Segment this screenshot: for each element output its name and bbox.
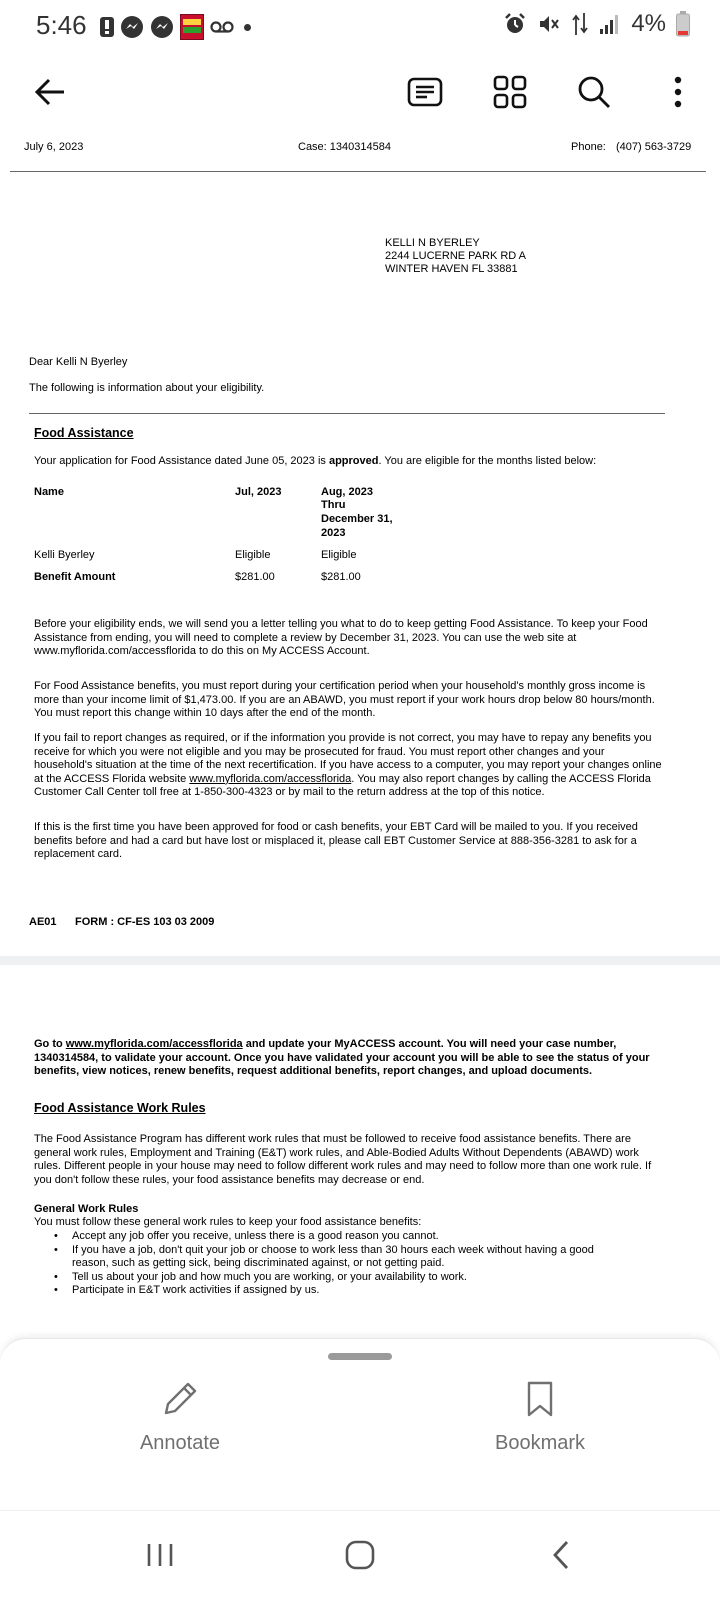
mute-icon	[537, 12, 561, 36]
battery-percent: 4%	[631, 10, 666, 37]
reporting-paragraph: For Food Assistance benefits, you must report during your certification period when your household's monthly gross income is more than your income limit of $1,473.00. If you are an ABAWD, you must report if your work hours drop below 80 hours/month. You must report this change within 10 days after the end of the month.	[34, 680, 655, 720]
table-cell: Eligible	[235, 549, 271, 561]
bookmark-icon	[520, 1379, 560, 1419]
search-button[interactable]	[570, 68, 618, 116]
greeting: Dear Kelli N Byerley	[29, 356, 128, 368]
phone-number: (407) 563-3729	[616, 141, 692, 153]
myaccess-paragraph: Go to www.myflorida.com/accessflorida and update your MyACCESS account. You will need your case number, 1340314584, to validate your account. Once you have validated your account you will be able to see the status of your benefits, view notices, renew benefits, request additional benefits, report changes, and upload documents.	[34, 1038, 650, 1078]
table-header-name: Name	[34, 486, 64, 498]
pdf-document-view[interactable]	[0, 138, 720, 1340]
back-icon	[542, 1535, 582, 1575]
drag-handle[interactable]	[328, 1353, 392, 1360]
bottom-sheet	[0, 1338, 720, 1511]
alert-icon	[100, 17, 114, 37]
pencil-icon	[160, 1379, 200, 1419]
more-options-button[interactable]	[654, 68, 702, 116]
accessflorida-link[interactable]: www.myflorida.com/accessflorida	[65, 1038, 243, 1050]
home-icon	[340, 1535, 380, 1575]
messenger-icon	[150, 15, 174, 39]
annotate-button[interactable]	[100, 1379, 260, 1455]
table-header-jul: Jul, 2023	[235, 486, 282, 498]
text-view-button[interactable]	[401, 68, 449, 116]
table-cell: $281.00	[321, 571, 361, 583]
general-rules-intro: You must follow these general work rules to keep your food assistance benefits:	[34, 1216, 422, 1228]
table-cell: Benefit Amount	[34, 571, 116, 583]
ebt-paragraph: If this is the first time you have been approved for food or cash benefits, your EBT Card will be mailed to you. If you received benefits before and had a card but have lost or misplaced it, please call EBT Customer Service at 888-356-3281 to ask for a replacement card.	[34, 821, 638, 861]
address-line: 2244 LUCERNE PARK RD A	[385, 250, 527, 262]
form-id: FORM : CF-ES 103 03 2009	[75, 916, 215, 928]
home-button[interactable]	[340, 1535, 380, 1575]
header-divider	[10, 171, 706, 172]
alarm-icon	[503, 12, 527, 36]
grid-view-button[interactable]	[486, 68, 534, 116]
letter-date: July 6, 2023	[24, 141, 84, 153]
status-bar	[0, 0, 720, 52]
notification-icons	[100, 14, 251, 40]
phone-label: Phone:	[571, 141, 606, 153]
list-item: • Tell us about your job and how much you are working, or your availability to work.	[54, 1270, 467, 1283]
work-rules-paragraph: The Food Assistance Program has different work rules that must be followed to receive food assistance benefits. There are general work rules, Employment and Training (E&T) work rules, and Able-Bodied Adults Without Dependents (ABAWD) work rules. Different people in your house may need to follow different work rules and may need to follow more than one work rule. If you don't follow these rules, your food assistance benefits may decrease or end.	[34, 1133, 652, 1186]
annotate-label: Annotate	[139, 1432, 221, 1454]
app-bar	[0, 52, 720, 138]
messenger-icon	[120, 15, 144, 39]
system-icons	[503, 10, 690, 38]
case-number: Case: 1340314584	[298, 141, 391, 153]
address-line: KELLI N BYERLEY	[385, 237, 480, 249]
form-code: AE01	[29, 916, 57, 928]
list-item: • Participate in E&T work activities if assigned by us.	[54, 1284, 320, 1297]
back-button[interactable]	[26, 68, 74, 116]
recents-button[interactable]	[140, 1535, 180, 1575]
list-item: • Accept any job offer you receive, unless there is a good reason you cannot.	[54, 1230, 439, 1242]
general-rules-list	[54, 1230, 602, 1298]
page-break	[0, 956, 720, 965]
back-arrow-icon	[33, 75, 67, 109]
table-cell: Kelli Byerley	[34, 549, 95, 561]
address-line: WINTER HAVEN FL 33881	[385, 263, 518, 275]
table-header-aug: Aug, 2023	[321, 486, 373, 498]
section-title: Food Assistance	[34, 426, 134, 440]
approval-text: Your application for Food Assistance dated June 05, 2023 is approved. You are eligible for the months listed below:	[34, 455, 597, 467]
back-nav-button[interactable]	[542, 1535, 582, 1575]
accessflorida-link[interactable]: www.myflorida.com/accessflorida	[189, 772, 352, 785]
table-header-dec: December 31,	[321, 513, 393, 525]
bookmark-button[interactable]	[460, 1379, 620, 1455]
dot-icon	[244, 24, 251, 31]
grid-view-icon	[493, 75, 527, 109]
voicemail-icon	[210, 20, 234, 34]
eligibility-paragraph: Before your eligibility ends, we will send you a letter telling you what to do to keep getting Food Assistance. To keep your Food Assistance from ending, you will need to complete a review by December 31, 2023. You can use the web site at www.myflorida.com/accessflorida to do this on My ACCESS Account.	[34, 618, 648, 658]
general-rules-title: General Work Rules	[34, 1203, 139, 1215]
search-icon	[576, 74, 612, 110]
intro-text: The following is information about your eligibility.	[29, 382, 265, 394]
table-header-year: 2023	[321, 527, 346, 539]
bookmark-label: Bookmark	[494, 1432, 586, 1454]
text-view-icon	[407, 76, 443, 108]
recents-icon	[140, 1535, 180, 1575]
work-rules-title: Food Assistance Work Rules	[34, 1101, 206, 1115]
navigation-bar	[0, 1510, 720, 1601]
table-header-thru: Thru	[321, 499, 346, 511]
more-options-icon	[673, 75, 683, 109]
signal-icon	[599, 13, 621, 35]
data-arrows-icon	[571, 11, 589, 37]
table-cell: $281.00	[235, 571, 275, 583]
status-time: 5:46	[36, 10, 87, 40]
changes-paragraph: If you fail to report changes as required, or if the information you provide is not correct, you may have to repay any benefits you receive for which you were not eligible and you may be prosecuted for fraud. You must report other changes and your household's situation at the time of the next recertification. If you have access to a computer, you may report your changes online at the ACCESS Florida website www.myflorida.com/accessflorida. You may also report changes by calling the ACCESS Florida Customer Call Center toll free at 1-850-300-4323 or by mail to the return address at the top of this notice.	[34, 732, 662, 799]
section-divider	[29, 413, 665, 414]
list-item: • If you have a job, don't quit your job or choose to work less than 30 hours each week without having a good reason, such as getting sick, being discriminated against, or not getting paid.	[54, 1243, 594, 1270]
battery-low-icon	[676, 11, 690, 37]
video-poker-icon	[180, 14, 204, 40]
table-cell: Eligible	[321, 549, 357, 561]
